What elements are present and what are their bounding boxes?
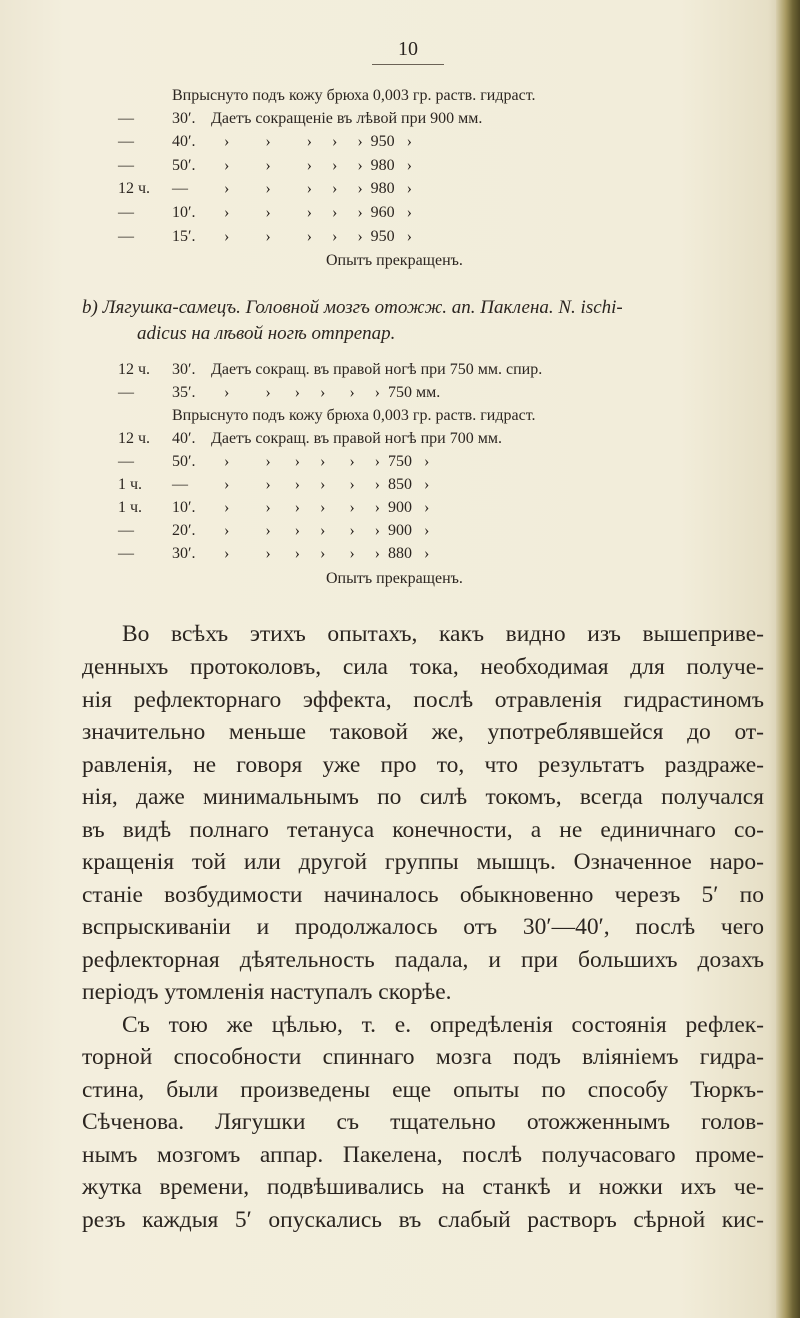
- table1-row-min: —: [172, 180, 188, 197]
- paragraph-line: Во всѣхъ этихъ опытахъ, какъ видно изъ вышеприве-: [122, 621, 764, 647]
- table1-row-time: 12 ч.: [118, 180, 151, 197]
- table2-row-text: › › › › › › 900 ›: [224, 499, 430, 516]
- table1-row-time: —: [118, 204, 134, 221]
- table2-row-text: › › › › › › 850 ›: [224, 476, 430, 493]
- paragraph-line: стина, были произведены еще опыты по способу Тюркъ-: [82, 1077, 764, 1103]
- table1-row-time: —: [118, 157, 134, 174]
- section-b-heading-line1: b) Лягушка-самецъ. Головной мозгъ отожж. ап. Паклена. N. ischi-: [82, 297, 623, 318]
- table1-row-time: —: [118, 133, 134, 150]
- table2-row-text: › › › › › › 880 ›: [224, 545, 430, 562]
- table1-row-min: 40′.: [172, 133, 196, 150]
- book-edge: [776, 0, 800, 1318]
- paragraph-line: значительно меньше таковой же, употреблявшейся до от-: [82, 719, 764, 745]
- table2-row-time: —: [118, 453, 134, 470]
- table2-footer: Опытъ прекращенъ.: [326, 570, 463, 587]
- table2-row-time: 1 ч.: [118, 476, 143, 493]
- table1-row-text: › › › › › 960 ›: [224, 204, 412, 221]
- paragraph-line: нія, даже минимальнымъ по силѣ токомъ, всегда получался: [82, 784, 764, 810]
- page-number: 10: [398, 38, 418, 60]
- table2-row-min: 30′.: [172, 361, 196, 378]
- table2-row-min: 10′.: [172, 499, 196, 516]
- table2-row-time: —: [118, 384, 134, 401]
- table2-row-min: 40′.: [172, 430, 196, 447]
- paragraph-line: Съ тою же цѣлью, т. е. опредѣленія состоянія рефлек-: [122, 1012, 764, 1038]
- paragraph-line: станіе возбудимости начиналось обыкновенно черезъ 5′ по: [82, 882, 764, 908]
- table2-row-text: › › › › › › 750 мм.: [224, 384, 441, 401]
- table2-row-time: —: [118, 545, 134, 562]
- table2-row-time: 1 ч.: [118, 499, 143, 516]
- table2-row-text: Даетъ сокращ. въ правой ногѣ при 700 мм.: [211, 430, 502, 447]
- table2-row-min: 35′.: [172, 384, 196, 401]
- table1-header: Впрыснуто подъ кожу брюха 0,003 гр. раств. гидраст.: [172, 87, 536, 104]
- header-rule: [372, 64, 444, 65]
- table2-row-min: —: [172, 476, 188, 493]
- paragraph-line: рефлекторная дѣятельность падала, и при большихъ дозахъ: [82, 947, 764, 973]
- table1-row-text: › › › › › 950 ›: [224, 228, 412, 245]
- table2-row-text: Даетъ сокращ. въ правой ногѣ при 750 мм. спир.: [211, 361, 543, 378]
- paragraph-line: жутка времени, подвѣшивались на станкѣ и ножки ихъ че-: [82, 1174, 764, 1200]
- table2-row-time: 12 ч.: [118, 430, 151, 447]
- table1-row-min: 50′.: [172, 157, 196, 174]
- table2-row-min: 50′.: [172, 453, 196, 470]
- table1-row-time: —: [118, 228, 134, 245]
- paragraph-line: въ видѣ полнаго тетануса конечности, а не единичнаго со-: [82, 817, 764, 843]
- table1-row-min: 15′.: [172, 228, 196, 245]
- paragraph-line: нія рефлекторнаго эффекта, послѣ отравленія гидрастиномъ: [82, 687, 764, 713]
- table2-row-text: › › › › › › 750 ›: [224, 453, 430, 470]
- table2-row-text: Впрыснуто подъ кожу брюха 0,003 гр. раств. гидраст.: [172, 407, 536, 424]
- table1-row-text: › › › › › 950 ›: [224, 133, 412, 150]
- table2-row-min: 30′.: [172, 545, 196, 562]
- table1-row-text: › › › › › 980 ›: [224, 157, 412, 174]
- paragraph-line: кращенія той или другой группы мышцъ. Означенное наро-: [82, 849, 764, 875]
- table1-row-text: Даетъ сокращеніе въ лѣвой при 900 мм.: [211, 110, 483, 127]
- paragraph-line: торной способности спиннаго мозга подъ вліяніемъ гидра-: [82, 1044, 764, 1070]
- paragraph-line: Сѣченова. Лягушки съ тщательно отожженнымъ голов-: [82, 1109, 764, 1135]
- paragraph-line: нымъ мозгомъ аппар. Пакелена, послѣ получасоваго проме-: [82, 1142, 764, 1168]
- paragraph-line: періодъ утомленія наступалъ скорѣе.: [82, 979, 452, 1005]
- table2-row-text: › › › › › › 900 ›: [224, 522, 430, 539]
- table1-row-text: › › › › › 980 ›: [224, 180, 412, 197]
- section-b-heading-line2: adicus на лѣвой ногѣ отпрепар.: [137, 323, 396, 344]
- table1-footer: Опытъ прекращенъ.: [326, 252, 463, 269]
- table2-row-min: 20′.: [172, 522, 196, 539]
- paragraph-line: вспрыскиваніи и продолжалось отъ 30′—40′, послѣ чего: [82, 914, 764, 940]
- table2-row-time: —: [118, 522, 134, 539]
- paragraph-line: равленія, не говоря уже про то, что результатъ раздраже-: [82, 752, 764, 778]
- table1-row-time: —: [118, 110, 134, 127]
- paragraph-line: резъ каждыя 5′ опускались въ слабый растворъ сѣрной кис-: [82, 1207, 764, 1233]
- paragraph-line: денныхъ протоколовъ, сила тока, необходимая для получе-: [82, 654, 764, 680]
- table2-row-time: 12 ч.: [118, 361, 151, 378]
- table1-row-min: 10′.: [172, 204, 196, 221]
- table1-row-min: 30′.: [172, 110, 196, 127]
